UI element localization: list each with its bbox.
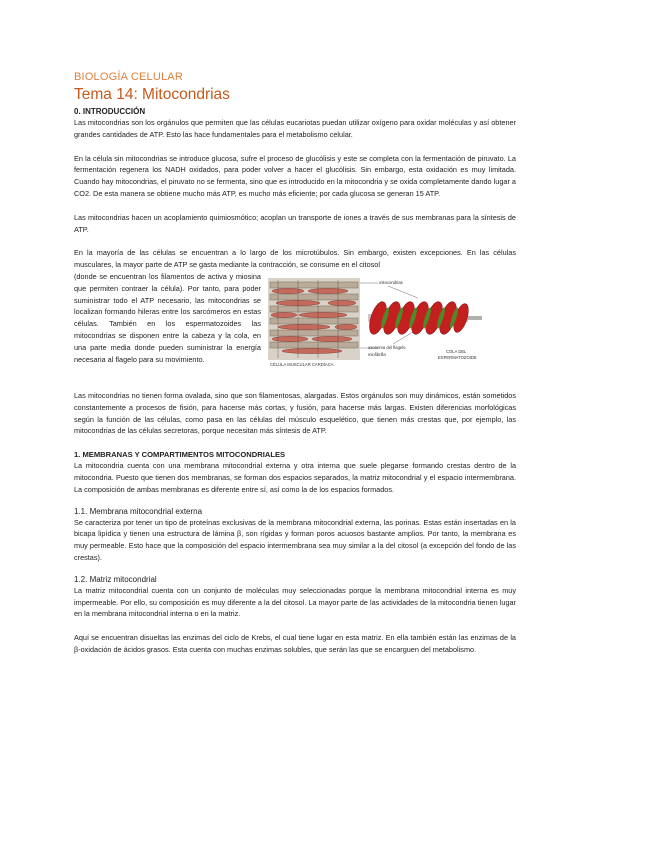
paragraph: La mitocondria cuenta con una membrana mitocondrial externa y otra interna que suele plegarse formando crestas dentro de la mitocondria. Puesto que tienen dos membranas, se forman dos espacios separados, la matriz mitocondrial y el espacio intermembrana. La composición de ambas membranas es diferente entre sí, así como la de los espacios formados.	[74, 461, 516, 494]
mitochondria-figure	[268, 274, 516, 380]
label-tail-line1: COLA DEL	[446, 348, 467, 354]
section-0-heading: 0. INTRODUCCIÓN	[74, 107, 146, 116]
paragraph: (donde se encuentran los filamentos de activa y miosina que permiten contraer la célula). Por tanto, para poder suministrar todo el ATP necesario, las mitocondrias se localizan formando hileras entre los sarcómeros en estas células. También en los espermatozoides las mitocondrias se disponen entre la cabeza y la cola, en una parte media donde pueden suministrar la energía necesaria al flagelo para su movimiento.	[74, 271, 261, 364]
paragraph: Las mitocondrias hacen un acoplamiento quimiosmótico; acoplan un transporte de iones a través de sus membranas para la síntesis de ATP.	[74, 212, 516, 234]
document-page	[74, 70, 516, 656]
paragraph: En la mayoría de las células se encuentran a lo largo de los microtúbulos. Sin embargo, existen excepciones. En las células musculares, la mayor parte de ATP se gasta mediante la contracción, se consume en el citosol	[74, 248, 516, 270]
label-tail-line2: ESPERMATOZOIDE	[438, 354, 477, 360]
section-1-2-heading: 1.2. Matriz mitocondrial	[74, 574, 157, 584]
label-myofibril: miofibrilla	[368, 351, 386, 357]
section-1-heading: 1. MEMBRANAS Y COMPARTIMENTOS MITOCONDRIALES	[74, 450, 286, 460]
label-cardiac-cell: CÉLULA MUSCULAR CARDÍACA	[270, 361, 334, 367]
paragraph: Aquí se encuentran disueltas las enzimas del ciclo de Krebs, el cual tiene lugar en esta matriz. En ella también están las enzimas de la β-oxidación de ácidos grasos. Esta cuenta con muchas enzimas solubles, que serán las que se encarguen del metabolismo.	[74, 633, 516, 654]
label-axonema: axonema del flagelo	[368, 344, 406, 350]
label-mitochondria: mitocondrias	[379, 279, 403, 285]
category-label: BIOLOGÍA CELULAR	[74, 71, 183, 83]
paragraph: Las mitocondrias son los orgánulos que permiten que las células eucariotas puedan utilizar oxígeno para oxidar moléculas y así obtener grandes cantidades de ATP. Esto las hace fundamentales para el metabolismo celular.	[74, 118, 516, 139]
figure-row	[74, 271, 516, 380]
paragraph: En la célula sin mitocondrias se introduce glucosa, sufre el proceso de glucólisis y este se completa con la fermentación de piruvato. La fermentación regenera los NADH oxidados, para poder volver a hacer el glucólisis. Sin embargo, esta oxidación es muy limitada. Cuando hay mitocondrias, el piruvato no se fermenta, sino que es introducido en la mitocondria y se oxida completamente dando lugar a CO2. De esta manera se obtiene mucho más ATP, es mucho más eficiente; por cada glucosa se generan 15 ATP.	[74, 153, 516, 198]
paragraph: Se caracteriza por tener un tipo de proteínas exclusivas de la membrana mitocondrial externa, las porinas. Estas están insertadas en la bicapa lipídica y tienen una estructura de lámina β, son rígidas y forman poros acuosos bastante amplios. Por tanto, la membrana es muy permeable. Esto hace que la composición del espacio intermembrana sea muy similar a la del citosol (a excepción del fondo de las crestas).	[74, 517, 516, 562]
page-title: Tema 14: Mitocondrias	[74, 86, 230, 103]
section-1-1-heading: 1.1. Membrana mitocondrial externa	[74, 506, 203, 516]
paragraph: La matriz mitocondrial cuenta con un conjunto de moléculas muy seleccionadas porque la membrana mitocondrial interna es muy impermeable. Por ello, su composición es muy diferente a la del citosol. La mayor parte de las actividades de la mitocondria tienen lugar en la membrana mitocondrial interna o en la matriz.	[74, 585, 516, 619]
paragraph: Las mitocondrias no tienen forma ovalada, sino que son filamentosas, alargadas. Estos orgánulos son muy dinámicos, están sometidos constantemente a procesos de fisión, para hacerse más cortas, y fusión, para hacerse más largas. Existen diferencias morfológicas según la función de las células, como pasa en las células del músculo esquelético, que tienen más crestas que, por ejemplo, las mitocondrias de las células secretoras, porque necesitan más síntesis de ATP.	[74, 390, 516, 436]
